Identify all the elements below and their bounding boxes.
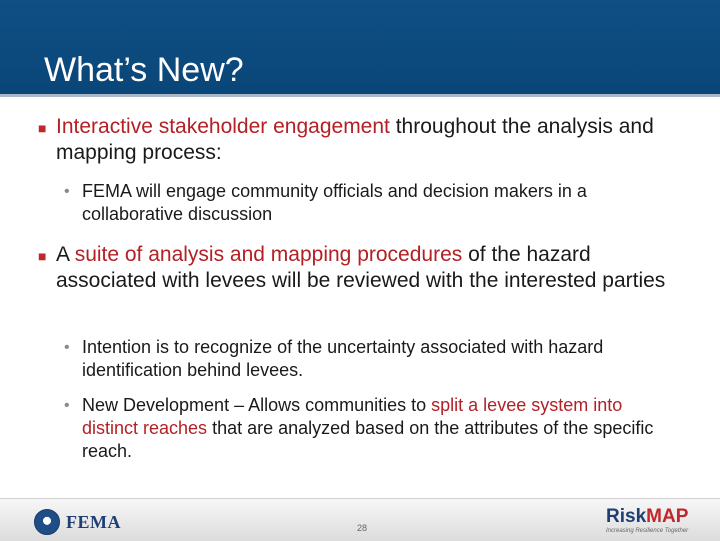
riskmap-tagline: Increasing Resilience Together [606,528,689,534]
fema-logo [34,509,124,535]
title-bar [0,0,720,97]
square-bullet-icon: ■ [38,248,47,264]
dot-bullet-icon: • [64,183,70,200]
bullet-text: Interactive stakeholder engagement throughout the analysis and mapping process: [56,115,654,164]
square-bullet-icon: ■ [38,120,47,136]
sub-bullet-item [64,336,664,382]
fema-logo-text: FEMA [66,512,121,532]
bullet-item [38,114,668,166]
sub-bullet-text: FEMA will engage community officials and decision makers in a collaborative discussion [82,181,587,224]
slide-title: What’s New? [44,51,244,89]
sub-bullet-item [64,394,664,463]
slide-footer [0,498,720,541]
sub-bullet-item [64,180,664,226]
dot-bullet-icon: • [64,339,70,356]
bullet-text: A suite of analysis and mapping procedures of the hazard associated with levees will be reviewed with the interested parties [56,243,666,292]
sub-bullet-text: Intention is to recognize of the uncertainty associated with hazard identification behind levees. [82,337,604,380]
riskmap-logo [606,507,688,537]
riskmap-wordmark: RiskMAP [606,506,689,527]
dhs-seal-icon [34,509,60,535]
page-number: 28 [356,523,367,533]
dot-bullet-icon: • [64,397,70,414]
sub-bullet-text: New Development – Allows communities to split a levee system into distinct reaches that are analyzed based on the attributes of the specific reach. [82,395,654,461]
bullet-item [38,242,668,294]
